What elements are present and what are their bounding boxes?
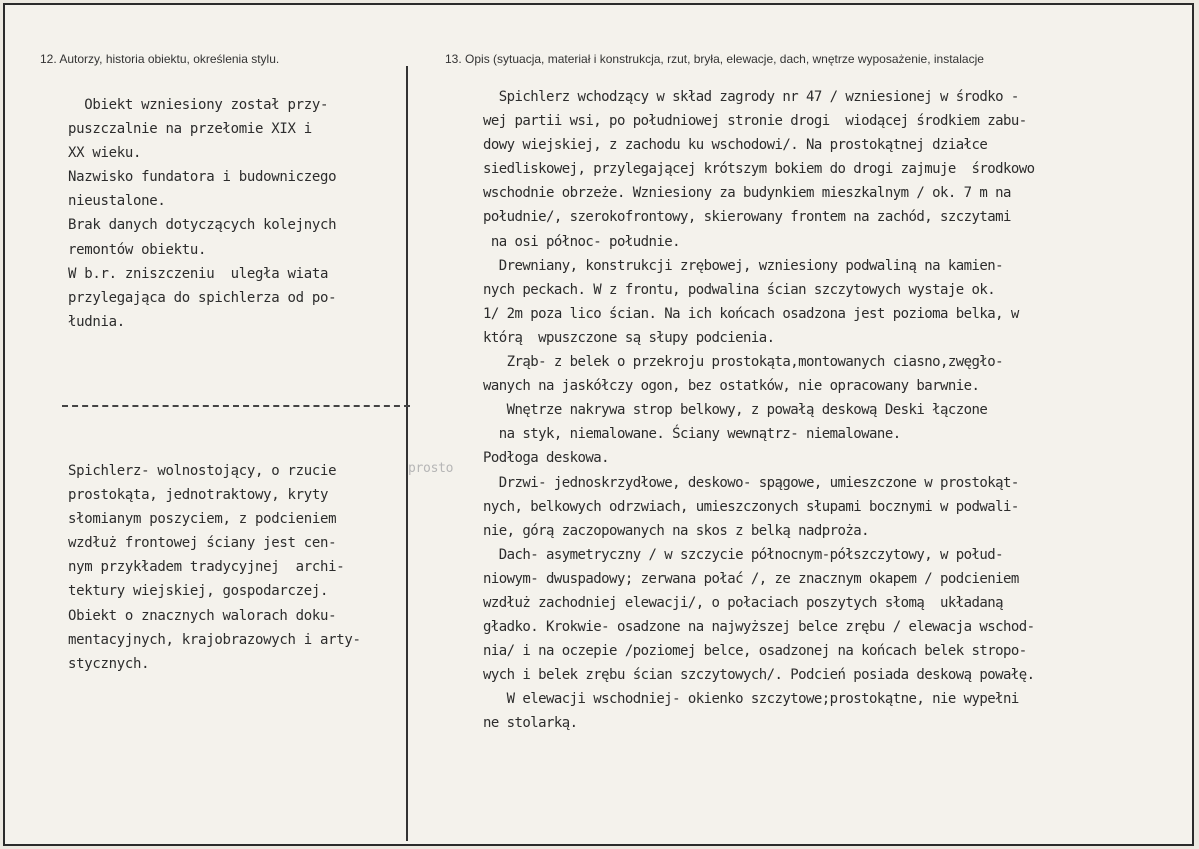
- section-13-header: 13. Opis (sytuacja, materiał i konstrukcja, rzut, bryła, elewacje, dach, wnętrze wyposażenie, instalacje: [445, 52, 984, 66]
- column-divider: [406, 66, 408, 841]
- section-12-header: 12. Autorzy, historia obiektu, określenia stylu.: [40, 52, 280, 66]
- history-text: Obiekt wzniesiony został przy- puszczalnie na przełomie XIX i XX wieku. Nazwisko fundatora i budowniczego nieustalone. Brak danych dotyczących kolejnych remontów obiektu. W b.r. zniszczeniu uległa wiata przylegająca do spichlerza od po- łudnia.: [68, 97, 337, 330]
- style-assessment-text: Spichlerz- wolnostojący, o rzucie prostokąta, jednotraktowy, kryty słomianym poszyciem, z podcieniem wzdłuż frontowej ściany jest cen- nym przykładem tradycyjnej archi- tektury wiejskiej, gospodarczej. Obiekt o znacznych walorach doku- mentacyjnych, krajobrazowych i arty- stycznych.: [68, 463, 361, 672]
- faint-overprint-text: prosto: [408, 461, 454, 476]
- dashed-separator: [62, 405, 410, 407]
- description-text: Spichlerz wchodzący w skład zagrody nr 47 / wzniesionej w środko - wej partii wsi, po południowej stronie drogi wiodącej środkiem zabu- dowy wiejskiej, z zachodu ku wschodowi/. Na prostokątnej działce siedliskowej, przylegającej krótszym bokiem do drogi zajmuje środkowo wschodnie obrzeże. Wzniesiony za budynkiem mieszkalnym / ok. 7 m na południe/, szerokofrontowy, skierowany frontem na zachód, szczytami na osi północ- południe. Drewniany, konstrukcji zrębowej, wzniesiony podwaliną na kamien- nych peckach. W z frontu, podwalina ścian szczytowych wystaje ok. 1/ 2m poza lico ścian. Na ich końcach osadzona jest pozioma belka, w którą wpuszczone są słupy podcienia. Zrąb- z belek o przekroju prostokąta,montowanych ciasno,zwęgło- wanych na jaskółczy ogon, bez ostatków, nie opracowany barwnie. Wnętrze nakrywa strop belkowy, z powałą deskową Deski łączone na styk, niemalowane. Ściany wewnątrz- niemalowane. Podłoga deskowa. Drzwi- jednoskrzydłowe, deskowo- spągowe, umieszczone w prostokąt- nych, belkowych odrzwiach, umieszczonych słupami bocznymi w podwali- nie, górą zaczopowanych na skos z belką nadproża. Dach- asymetryczny / w szczycie północnym-półszczytowy, w połud- niowym- dwuspadowy; zerwana połać /, ze znacznym okapem / podcieniem wzdłuż zachodniej elewacji/, o połaciach poszytych słomą układaną gładko. Krokwie- osadzone na najwyższej belce zrębu / elewacja wschod- nia/ i na oczepie /poziomej belce, osadzonej na końcach belek stropo- wych i belek zrębu ścian szczytowych/. Podcień posiada deskową powałę. W elewacji wschodniej- okienko szczytowe;prostokątne, nie wypełni ne stolarką.: [483, 89, 1035, 732]
